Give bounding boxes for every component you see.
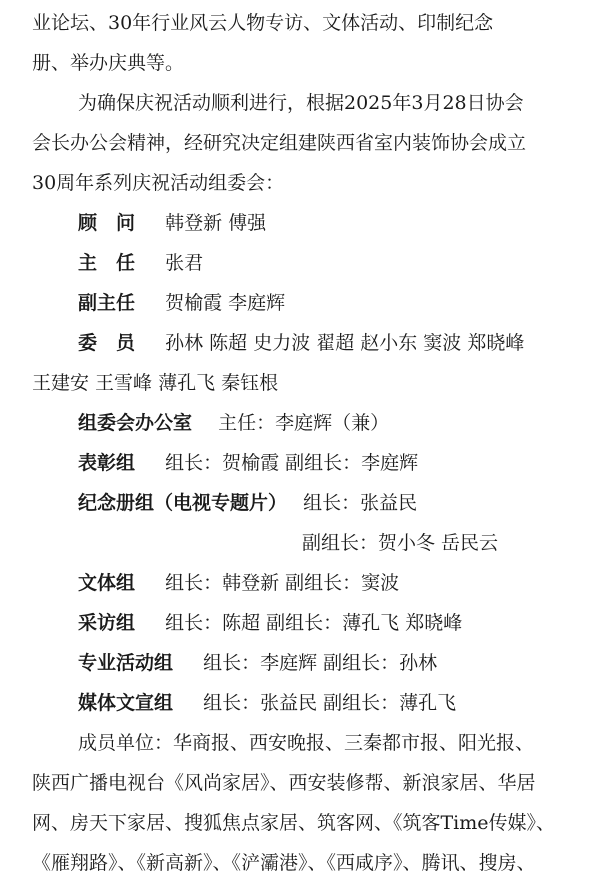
vice-director-names: 贺榆霞 李庭辉: [165, 292, 286, 314]
office-label: 组委会办公室: [78, 412, 193, 434]
paragraph-decision-line-3: 30周年系列庆祝活动组委会：: [32, 172, 285, 194]
office-text: 主任：李庭辉（兼）: [218, 412, 390, 434]
paragraph-intro-line-2: 册、举办庆典等。: [32, 52, 185, 74]
group-album-row: [78, 490, 600, 516]
group-interview-row: [78, 610, 600, 636]
award-label: 表彰组: [78, 452, 136, 474]
award-text: 组长：贺榆霞 副组长：李庭辉: [165, 452, 419, 474]
members-names-line-2: 王建安 王雪峰 薄孔飞 秦钰根: [32, 372, 279, 394]
album-text-line-2: 副组长：贺小冬 岳民云: [302, 532, 499, 554]
interview-label: 采访组: [78, 612, 136, 634]
member-units-line-1: 成员单位：华商报、西安晚报、三秦都市报、阳光报、: [78, 732, 535, 754]
album-label: 纪念册组（电视专题片）: [78, 492, 288, 514]
group-sports-row: [78, 570, 600, 596]
interview-text: 组长：陈超 副组长：薄孔飞 郑晓峰: [165, 612, 463, 634]
sports-label: 文体组: [78, 572, 136, 594]
member-units-line-2: 陕西广播电视台《风尚家居》、西安装修帮、新浪家居、华居: [32, 772, 536, 794]
group-media-row: [78, 690, 600, 716]
sports-text: 组长：韩登新 副组长：窦波: [165, 572, 400, 594]
director-names: 张君: [165, 252, 204, 274]
director-label: 主 任: [78, 252, 136, 274]
vice-director-label: 副主任: [78, 292, 136, 314]
group-award-row: [78, 450, 600, 476]
album-text: 组长：张益民: [303, 492, 418, 514]
committee-vice-director-row: [78, 290, 600, 316]
group-office-row: [78, 410, 600, 436]
media-label: 媒体文宣组: [78, 692, 174, 714]
adviser-label: 顾 问: [78, 212, 136, 234]
adviser-names: 韩登新 傅强: [165, 212, 267, 234]
members-label: 委 员: [78, 332, 136, 354]
paragraph-intro-line-1: 业论坛、30年行业风云人物专访、文体活动、印制纪念: [32, 12, 494, 34]
paragraph-decision-line-1: 为确保庆祝活动顺利进行，根据2025年3月28日协会: [78, 92, 524, 114]
paragraph-decision-line-2: 会长办公会精神，经研究决定组建陕西省室内装饰协会成立: [32, 132, 527, 154]
pro-label: 专业活动组: [78, 652, 174, 674]
group-pro-row: [78, 650, 600, 676]
member-units-line-4: 《雁翔路》、《新高新》、《浐灞港》、《西咸序》、腾讯、搜房、: [32, 852, 536, 874]
committee-director-row: [78, 250, 600, 276]
members-names-line-1: 孙林 陈超 史力波 翟超 赵小东 窦波 郑晓峰: [165, 332, 525, 354]
media-text: 组长：张益民 副组长：薄孔飞: [203, 692, 457, 714]
pro-text: 组长：李庭辉 副组长：孙林: [203, 652, 438, 674]
committee-members-row: [78, 330, 600, 356]
member-units-line-3: 网、房天下家居、搜狐焦点家居、筑客网、《筑客Time传媒》、: [32, 812, 556, 834]
committee-adviser-row: [78, 210, 600, 236]
